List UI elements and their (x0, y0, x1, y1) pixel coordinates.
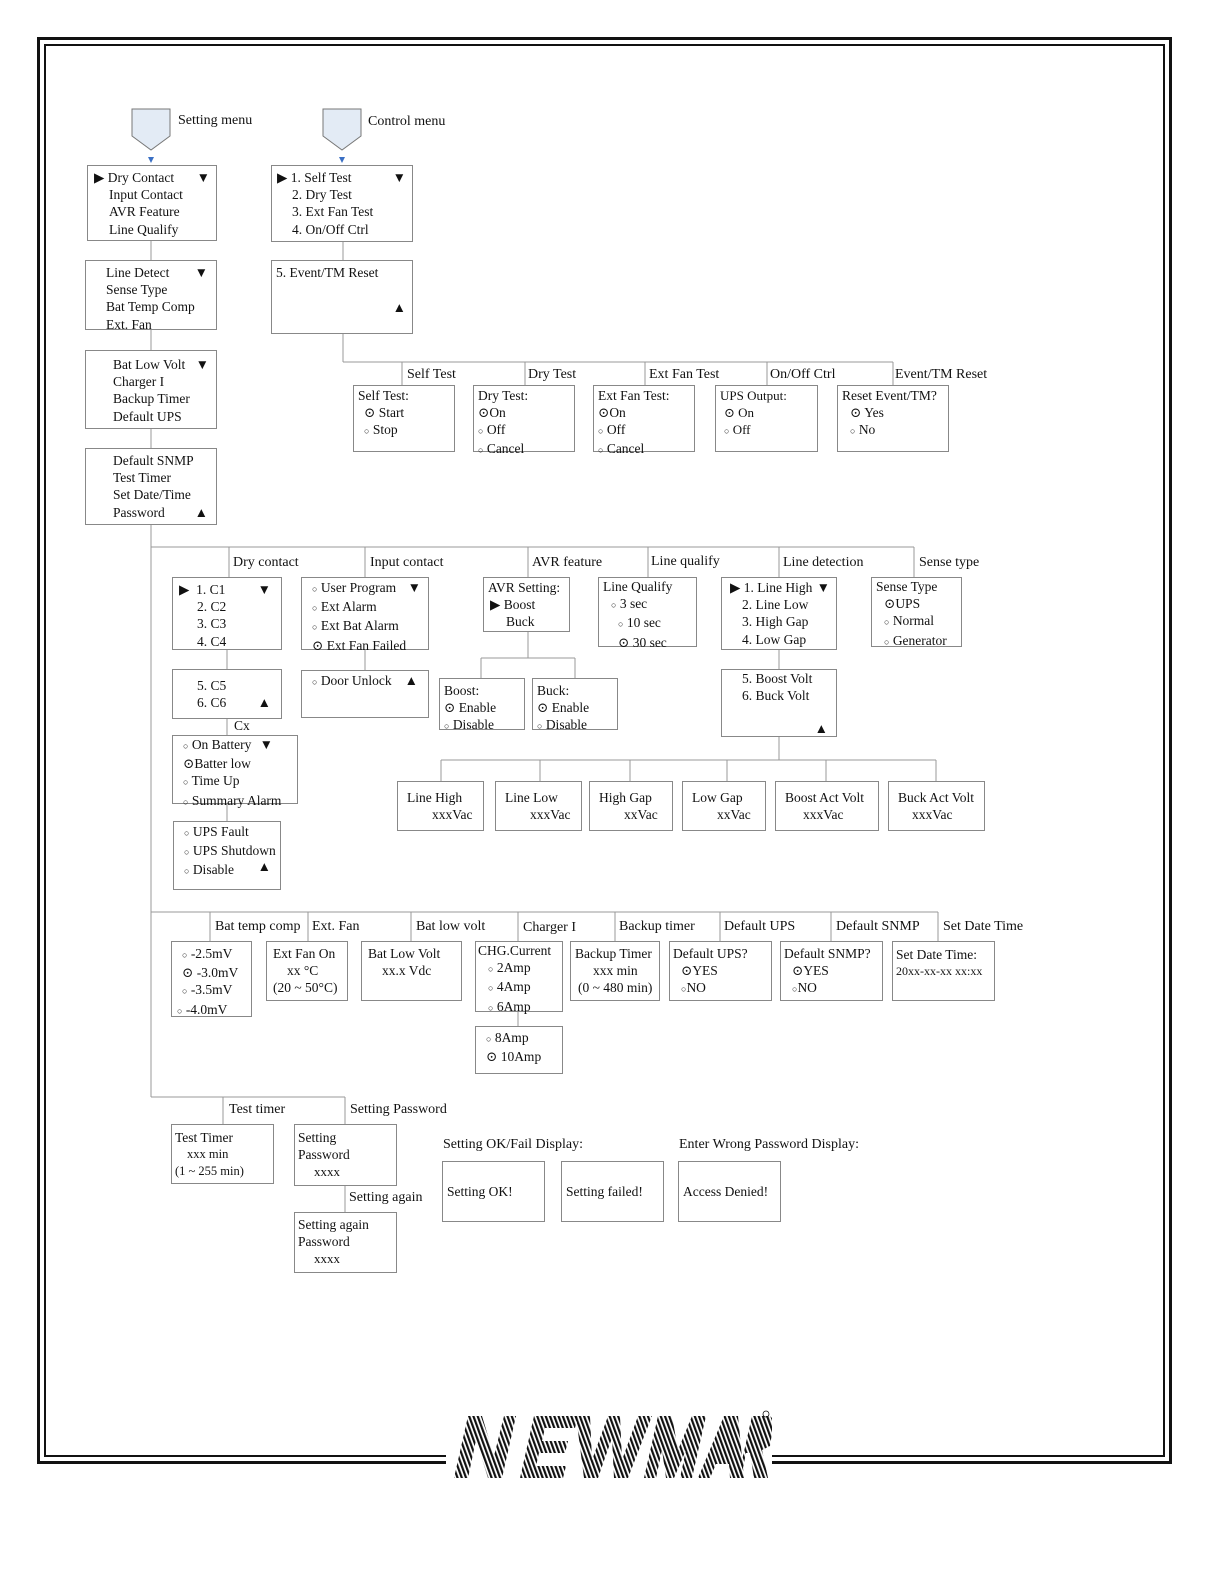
input-ext-alarm[interactable]: ○ Ext Alarm (312, 599, 377, 615)
value-field[interactable]: xxx min (593, 963, 638, 979)
scroll-down-icon: ▼ (196, 170, 210, 185)
cx-ups-shutdown[interactable]: ○ UPS Shutdown (184, 843, 276, 859)
ok-fail-display-title: Setting OK/Fail Display: (443, 1137, 583, 1152)
radio-selected-icon: ⊙ (681, 963, 693, 979)
buck-act-volt-screen[interactable] (888, 781, 985, 831)
range-hint: (1 ~ 255 min) (175, 1164, 244, 1179)
scroll-up-icon: ▲ (257, 859, 271, 874)
detect-high-gap[interactable]: 3. High Gap (742, 614, 809, 630)
detect-buck-volt[interactable]: 6. Buck Volt (742, 688, 810, 704)
option-8amp[interactable]: ○ 8Amp (486, 1030, 529, 1045)
screen-title: Buck Act Volt (898, 790, 975, 805)
radio-unselected-icon: ○ (618, 619, 624, 630)
screen-title: Boost: (444, 683, 480, 698)
radio-unselected-icon: ○ (488, 983, 494, 994)
range-hint: (0 ~ 480 min) (578, 980, 653, 996)
detect-line-high[interactable]: ▶ 1. Line High (730, 580, 813, 595)
value-field[interactable]: xx °C (287, 963, 319, 979)
screen-title: Ext Fan On (273, 946, 336, 961)
radio-unselected-icon: ○ (312, 603, 318, 614)
radio-unselected-icon: ○ (183, 796, 189, 807)
option-disable[interactable]: ○ Disable (444, 717, 495, 733)
menu-item-bat-temp-comp[interactable]: Bat Temp Comp (106, 299, 195, 315)
avr-setting-screen[interactable] (483, 577, 570, 632)
option-2-5mv[interactable]: ○ -2.5mV (182, 946, 233, 961)
newmar-logo (448, 1408, 772, 1486)
option-3-0mv[interactable]: ⊙ -3.0mV (182, 965, 239, 981)
line-detection-page-2[interactable] (721, 669, 837, 737)
menu-item-charger-i[interactable]: Charger I (113, 374, 165, 390)
radio-selected-icon: ⊙ (444, 700, 456, 716)
password-field[interactable]: xxxx (314, 1164, 340, 1180)
label-on-off-ctrl: On/Off Ctrl (770, 367, 836, 382)
label-dry-contact: Dry contact (233, 555, 299, 570)
line-qualify-screen[interactable] (598, 577, 697, 650)
cx-time-up[interactable]: ○ Time Up (183, 773, 240, 789)
option-off[interactable]: ○ Off (724, 422, 751, 438)
radio-unselected-icon: ○ (598, 444, 604, 455)
dry-test-screen[interactable] (473, 385, 575, 456)
radio-selected-icon: ⊙ (850, 405, 862, 421)
high-gap-screen[interactable] (589, 781, 673, 831)
detect-low-gap[interactable]: 4. Low Gap (742, 631, 807, 647)
screen-title: Default UPS? (673, 946, 748, 961)
charger-current-page-1[interactable] (475, 941, 563, 1012)
radio-unselected-icon: ○ (537, 721, 543, 732)
radio-unselected-icon: ○ (184, 866, 190, 877)
option-normal[interactable]: ○ Normal (884, 613, 935, 629)
setting-password-screen[interactable] (294, 1124, 397, 1186)
cx-options-page-1[interactable] (172, 735, 298, 808)
menu-item-line-detect[interactable]: Line Detect (106, 265, 170, 280)
buck-screen[interactable] (532, 678, 618, 733)
boost-act-volt-screen[interactable] (775, 781, 879, 831)
setting-menu-page-2[interactable] (85, 260, 217, 330)
radio-unselected-icon: ○ (884, 636, 890, 647)
menu-item-avr-feature[interactable]: AVR Feature (109, 204, 180, 220)
menu-item-password[interactable]: Password (113, 504, 165, 520)
radio-selected-icon: ⊙ (537, 700, 549, 716)
label-line-detection: Line detection (783, 555, 864, 570)
menu-item-test-timer[interactable]: Test Timer (113, 470, 171, 486)
test-timer-screen[interactable] (171, 1124, 274, 1184)
pointer-triangle-icon: ▶ (490, 597, 501, 613)
control-menu-page-1[interactable] (271, 165, 413, 242)
radio-selected-icon: ⊙ (598, 405, 610, 421)
menu-item-backup-timer[interactable]: Backup Timer (113, 391, 190, 407)
radio-selected-icon: ⊙ (312, 637, 324, 653)
scroll-down-icon: ▼ (257, 582, 271, 597)
option-yes[interactable]: ⊙YES (681, 963, 718, 979)
label-line-qualify: Line qualify (651, 554, 720, 569)
screen-title: Backup Timer (575, 946, 652, 961)
menu-item-event-tm-reset[interactable]: 5. Event/TM Reset (276, 265, 379, 280)
ups-output-screen[interactable] (715, 385, 818, 452)
value-field[interactable]: xxVac (624, 807, 658, 823)
scroll-up-icon: ▲ (404, 673, 418, 688)
bat-low-volt-screen[interactable] (361, 941, 462, 1001)
radio-unselected-icon: ○ (611, 600, 617, 611)
option-6amp[interactable]: ○ 6Amp (488, 998, 531, 1014)
input-user-program[interactable]: ○ User Program (312, 580, 397, 595)
line-high-screen[interactable] (397, 781, 484, 831)
range-hint: (20 ~ 50°C) (273, 980, 338, 996)
line-detection-page-1[interactable] (721, 577, 837, 650)
cx-summary-alarm[interactable]: ○ Summary Alarm (183, 792, 282, 808)
contact-c3[interactable]: 3. C3 (197, 616, 227, 632)
screen-title: Setting (298, 1130, 337, 1145)
screen-title: Dry Test: (478, 388, 529, 403)
setting-failed-screen (561, 1161, 664, 1222)
screen-title: Sense Type (876, 579, 938, 594)
menu-item-line-qualify[interactable]: Line Qualify (109, 221, 179, 237)
input-contact-page-2[interactable] (301, 670, 429, 718)
setting-menu-pentagon-icon (131, 108, 171, 164)
scroll-down-icon: ▼ (407, 580, 421, 595)
ext-fan-screen[interactable] (266, 941, 348, 1001)
screen-title: Low Gap (692, 790, 743, 805)
label-bat-temp-comp: Bat temp comp (215, 919, 301, 934)
radio-unselected-icon: ○ (184, 847, 190, 858)
value-field[interactable]: xxxVac (432, 807, 473, 823)
label-default-snmp: Default SNMP (836, 919, 920, 934)
pointer-triangle-icon: ▶ (277, 170, 288, 185)
radio-unselected-icon: ○ (444, 721, 450, 732)
label-dry-test: Dry Test (528, 367, 577, 382)
option-10amp[interactable]: ⊙ 10Amp (486, 1049, 542, 1065)
radio-unselected-icon: ○ (486, 1034, 492, 1044)
radio-unselected-icon: ○ (177, 1005, 183, 1016)
radio-unselected-icon: ○ (724, 426, 730, 437)
input-contact-page-1[interactable] (301, 577, 429, 653)
radio-unselected-icon: ○ (182, 950, 188, 960)
cx-ups-fault[interactable]: ○ UPS Fault (184, 824, 249, 839)
cx-options-page-2[interactable] (173, 821, 281, 890)
screen-title-2: Password (298, 1234, 350, 1250)
label-bat-low-volt: Bat low volt (416, 919, 486, 934)
scroll-up-icon: ▲ (194, 505, 208, 520)
label-avr-feature: AVR feature (532, 555, 603, 570)
option-on[interactable]: ⊙ On (724, 405, 755, 421)
menu-item-ext-fan-test[interactable]: 3. Ext Fan Test (292, 204, 374, 220)
option-off[interactable]: ○ Off (478, 422, 506, 438)
backup-timer-screen[interactable] (570, 941, 660, 1001)
screen-title: UPS Output: (720, 388, 787, 403)
label-set-date-time: Set Date Time (943, 919, 1024, 934)
radio-selected-icon: ⊙ (183, 756, 195, 772)
radio-selected-icon: ⊙ (478, 405, 490, 421)
contact-c1[interactable]: ▶ 1. C1 (179, 582, 226, 597)
label-ext-fan: Ext. Fan (312, 919, 360, 934)
setting-again-screen[interactable] (294, 1212, 397, 1273)
screen-title: Bat Low Volt (368, 946, 441, 961)
option-no[interactable]: ○NO (681, 980, 706, 996)
option-off[interactable]: ○ Off (598, 422, 626, 438)
radio-unselected-icon: ○ (478, 444, 484, 455)
label-cx: Cx (234, 718, 250, 733)
menu-item-sense-type[interactable]: Sense Type (106, 282, 168, 298)
radio-selected-icon: ⊙ (486, 1049, 498, 1065)
message-text: Setting OK! (447, 1184, 513, 1199)
low-gap-screen[interactable] (682, 781, 766, 831)
charger-current-page-2[interactable] (475, 1026, 563, 1074)
option-ups[interactable]: ⊙UPS (884, 596, 921, 612)
value-field[interactable]: xxxVac (912, 807, 953, 823)
wrong-password-display-title: Enter Wrong Password Display: (679, 1137, 859, 1152)
screen-title: Reset Event/TM? (842, 388, 937, 403)
label-self-test: Self Test (407, 367, 456, 382)
label-test-timer: Test timer (229, 1102, 286, 1117)
scroll-down-icon: ▼ (392, 170, 406, 185)
label-setting-again: Setting again (349, 1190, 423, 1205)
default-snmp-screen[interactable] (780, 941, 883, 1001)
avr-boost[interactable]: ▶ Boost (490, 597, 536, 613)
input-door-unlock[interactable]: ○ Door Unlock (312, 673, 392, 688)
pointer-triangle-icon: ▶ (179, 582, 190, 597)
label-input-contact: Input contact (370, 555, 444, 570)
radio-unselected-icon: ○ (488, 964, 494, 975)
self-test-screen[interactable] (353, 385, 455, 452)
label-sense-type: Sense type (919, 555, 980, 570)
contact-c5[interactable]: 5. C5 (197, 678, 227, 693)
screen-title: Ext Fan Test: (598, 388, 670, 403)
setting-menu-page-4[interactable] (85, 448, 217, 525)
access-denied-screen (678, 1161, 781, 1222)
value-field[interactable]: 20xx-xx-xx xx:xx (896, 964, 983, 979)
option-stop[interactable]: ○ Stop (364, 422, 398, 438)
screen-title: AVR Setting: (488, 580, 561, 595)
reset-event-screen[interactable] (837, 385, 949, 452)
cx-batter-low[interactable]: ⊙Batter low (183, 756, 251, 772)
menu-item-on-off-ctrl[interactable]: 4. On/Off Ctrl (292, 221, 369, 237)
control-menu-page-2[interactable] (271, 260, 413, 334)
option-enable[interactable]: ⊙ Enable (537, 700, 590, 716)
radio-selected-icon: ⊙ (792, 963, 804, 979)
radio-unselected-icon: ○ (364, 426, 370, 437)
menu-item-dry-test[interactable]: 2. Dry Test (292, 187, 352, 203)
screen-title: Self Test: (358, 388, 409, 403)
radio-unselected-icon: ○ (478, 426, 484, 437)
scroll-down-icon: ▼ (195, 357, 209, 372)
option-4-0mv[interactable]: ○ -4.0mV (177, 1001, 228, 1017)
radio-unselected-icon: ○ (884, 617, 890, 628)
label-event-tm-reset: Event/TM Reset (895, 367, 988, 382)
option-on[interactable]: ⊙On (598, 405, 626, 421)
scroll-up-icon: ▲ (814, 721, 828, 736)
contact-c2[interactable]: 2. C2 (197, 599, 227, 615)
message-text: Setting failed! (566, 1184, 643, 1199)
screen-title: Line Qualify (603, 579, 673, 594)
screen-title: Line Low (505, 790, 558, 805)
menu-item-default-ups[interactable]: Default UPS (113, 408, 182, 424)
control-menu-pentagon-icon (322, 108, 362, 164)
radio-unselected-icon: ○ (681, 984, 687, 995)
option-yes[interactable]: ⊙YES (792, 963, 829, 979)
pointer-triangle-icon: ▶ (730, 580, 741, 595)
radio-selected-icon: ⊙ (364, 405, 376, 421)
radio-selected-icon: ⊙ (884, 596, 896, 612)
screen-title: Line High (407, 790, 463, 805)
pointer-triangle-icon: ▶ (94, 170, 105, 185)
contact-c6[interactable]: 6. C6 (197, 695, 227, 711)
label-ext-fan-test: Ext Fan Test (649, 367, 720, 382)
screen-title: Buck: (537, 683, 570, 698)
label-default-ups: Default UPS (724, 919, 796, 934)
dry-contact-page-2[interactable] (172, 669, 282, 719)
menu-item-self-test[interactable]: ▶ 1. Self Test (277, 170, 352, 185)
input-ext-bat-alarm[interactable]: ○ Ext Bat Alarm (312, 618, 399, 634)
setting-menu-title: Setting menu (178, 113, 253, 128)
radio-unselected-icon: ○ (183, 777, 189, 788)
option-no[interactable]: ○ No (850, 422, 876, 438)
radio-selected-icon: ⊙ (182, 965, 194, 981)
option-3-5mv[interactable]: ○ -3.5mV (182, 982, 233, 998)
ext-fan-test-screen[interactable] (593, 385, 695, 456)
option-enable[interactable]: ⊙ Enable (444, 700, 497, 716)
option-on[interactable]: ⊙On (478, 405, 506, 421)
option-no[interactable]: ○NO (792, 980, 817, 996)
option-cancel[interactable]: ○ Cancel (478, 440, 525, 456)
bat-temp-comp-screen[interactable] (171, 941, 252, 1017)
contact-c4[interactable]: 4. C4 (197, 633, 227, 649)
value-field[interactable]: xxxVac (803, 807, 844, 823)
menu-item-bat-low-volt[interactable]: Bat Low Volt (113, 357, 186, 372)
label-charger-i: Charger I (523, 920, 576, 935)
setting-menu-page-3[interactable] (85, 350, 217, 429)
input-ext-fan-failed[interactable]: ⊙ Ext Fan Failed (312, 637, 407, 653)
set-date-time-screen[interactable] (892, 941, 995, 1001)
option-yes[interactable]: ⊙ Yes (850, 405, 884, 421)
scroll-down-icon: ▼ (259, 737, 273, 752)
sense-type-screen[interactable] (871, 577, 962, 647)
radio-unselected-icon: ○ (792, 984, 798, 995)
line-low-screen[interactable] (495, 781, 582, 831)
value-field[interactable]: xxxVac (530, 807, 571, 823)
value-field[interactable]: xxVac (717, 807, 751, 823)
setting-ok-screen (442, 1161, 545, 1222)
radio-unselected-icon: ○ (598, 426, 604, 437)
cx-on-battery[interactable]: ○ On Battery (183, 737, 252, 752)
option-10-sec[interactable]: ○ 10 sec (618, 615, 661, 631)
option-cancel[interactable]: ○ Cancel (598, 440, 645, 456)
screen-title: CHG.Current (478, 943, 552, 958)
dry-contact-page-1[interactable] (172, 577, 282, 650)
menu-item-set-date-time[interactable]: Set Date/Time (113, 487, 191, 503)
radio-unselected-icon: ○ (488, 1002, 494, 1013)
menu-item-input-contact[interactable]: Input Contact (109, 187, 183, 203)
detect-boost-volt[interactable]: 5. Boost Volt (742, 671, 813, 686)
default-ups-screen[interactable] (669, 941, 772, 1001)
option-3-sec[interactable]: ○ 3 sec (611, 596, 648, 612)
radio-unselected-icon: ○ (312, 622, 318, 633)
password-field[interactable]: xxxx (314, 1251, 340, 1267)
screen-title-2: Password (298, 1147, 350, 1163)
menu-item-default-snmp[interactable]: Default SNMP (113, 453, 194, 468)
option-4amp[interactable]: ○ 4Amp (488, 979, 531, 995)
screen-title: Test Timer (175, 1130, 233, 1145)
radio-unselected-icon: ○ (850, 426, 856, 437)
screen-title: Boost Act Volt (785, 790, 865, 805)
menu-item-dry-contact[interactable]: ▶ Dry Contact (94, 170, 175, 185)
scroll-up-icon: ▲ (257, 695, 271, 710)
message-text: Access Denied! (683, 1184, 769, 1199)
radio-selected-icon: ⊙ (724, 405, 735, 421)
value-field[interactable]: xxx min (187, 1147, 229, 1162)
option-start[interactable]: ⊙ Start (364, 405, 405, 421)
avr-buck[interactable]: Buck (506, 614, 535, 630)
radio-selected-icon: ⊙ (618, 634, 630, 650)
radio-unselected-icon: ○ (312, 677, 318, 687)
label-setting-password: Setting Password (350, 1102, 447, 1117)
label-backup-timer: Backup timer (619, 919, 695, 934)
boost-screen[interactable] (439, 678, 525, 733)
screen-title: Setting again (298, 1217, 369, 1232)
detect-line-low[interactable]: 2. Line Low (742, 597, 809, 613)
control-menu-title: Control menu (368, 114, 446, 129)
radio-unselected-icon: ○ (183, 741, 189, 751)
screen-title: Default SNMP? (784, 946, 871, 961)
radio-unselected-icon: ○ (182, 986, 188, 997)
menu-item-ext-fan[interactable]: Ext. Fan (106, 316, 152, 332)
option-30-sec[interactable]: ⊙ 30 sec (618, 634, 667, 650)
scroll-down-icon: ▼ (816, 580, 830, 595)
cx-disable[interactable]: ○ Disable (184, 862, 235, 878)
option-generator[interactable]: ○ Generator (884, 632, 947, 648)
radio-unselected-icon: ○ (312, 584, 318, 594)
value-field[interactable]: xx.x Vdc (382, 963, 432, 979)
scroll-up-icon: ▲ (392, 300, 406, 315)
radio-unselected-icon: ○ (184, 828, 190, 838)
option-disable[interactable]: ○ Disable (537, 717, 588, 733)
scroll-down-icon: ▼ (194, 265, 208, 280)
screen-title: High Gap (599, 790, 652, 805)
screen-title: Set Date Time: (896, 947, 978, 962)
option-2amp[interactable]: ○ 2Amp (488, 960, 531, 976)
setting-menu-page-1[interactable] (87, 165, 217, 241)
